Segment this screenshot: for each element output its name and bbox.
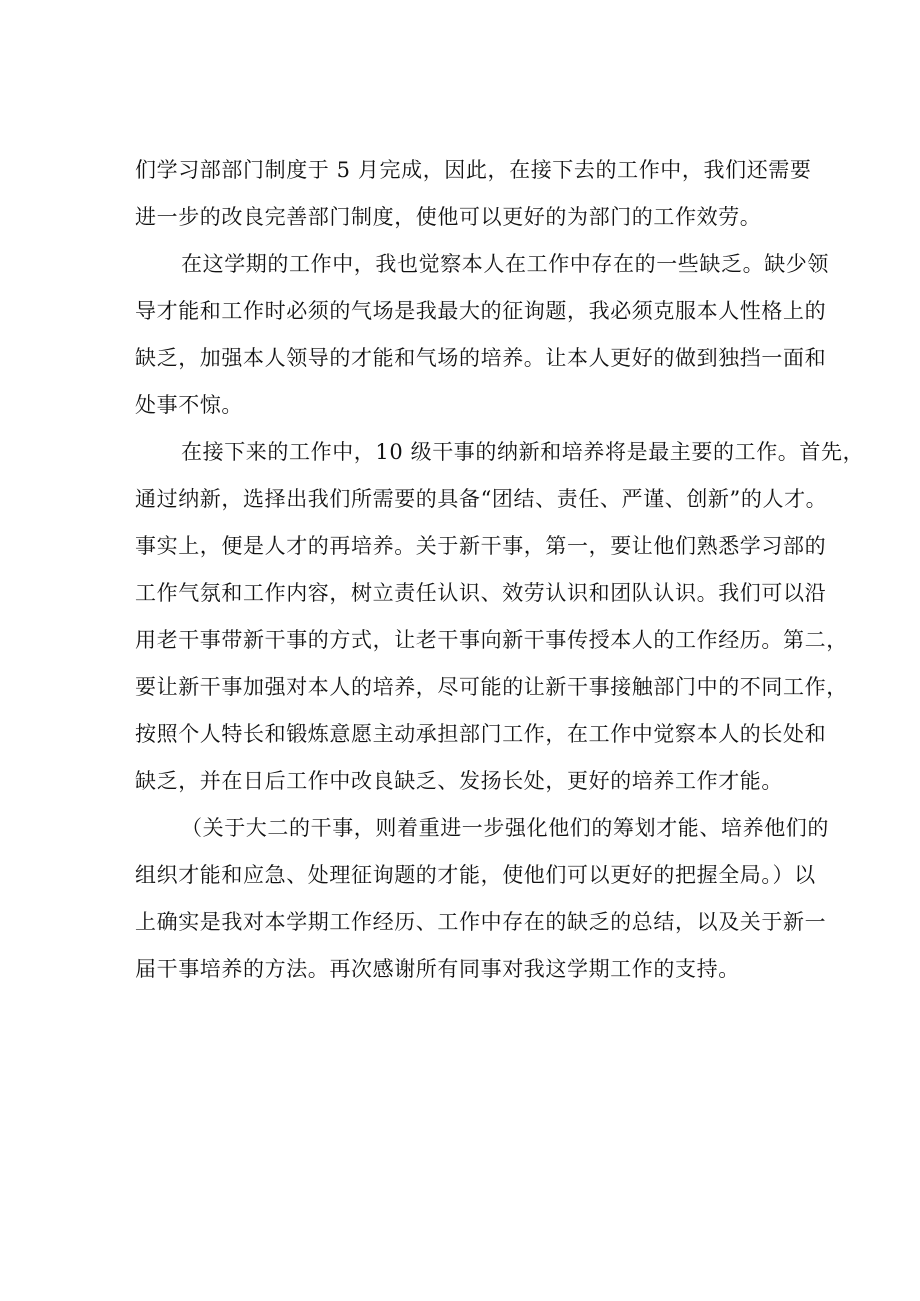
text-line: 按照个人特长和锻炼意愿主动承担部门工作，在工作中觉察本人的长处和 xyxy=(135,722,827,746)
text-line: 缺乏，加强本人领导的才能和气场的培养。让本人更好的做到独挡一面和 xyxy=(135,346,827,370)
text-line: 事实上，便是人才的再培养。关于新干事，第一，要让他们熟悉学习部的 xyxy=(135,534,827,558)
text-line: （关于大二的干事，则着重进一步强化他们的筹划才能、培养他们的 xyxy=(181,816,829,840)
text-line: 上确实是我对本学期工作经历、工作中存在的缺乏的总结，以及关于新一 xyxy=(135,910,827,934)
text-line: 在接下来的工作中，10 级干事的纳新和培养将是最主要的工作。首先， xyxy=(181,440,865,464)
text-line: 处事不惊。 xyxy=(135,393,243,417)
text-line: 导才能和工作时必须的气场是我最大的征询题，我必须克服本人性格上的 xyxy=(135,299,827,323)
text-line: 要让新干事加强对本人的培养，尽可能的让新干事接触部门中的不同工作， xyxy=(135,675,848,699)
text-line: 用老干事带新干事的方式，让老干事向新干事传授本人的工作经历。第二， xyxy=(135,628,848,652)
text-line: 缺乏，并在日后工作中改良缺乏、发扬长处，更好的培养工作才能。 xyxy=(135,769,783,793)
text-line: 组织才能和应急、处理征询题的才能，使他们可以更好的把握全局。）以 xyxy=(135,863,816,887)
text-line: 届干事培养的方法。再次感谢所有同事对我这学期工作的支持。 xyxy=(135,957,740,981)
text-line: 在这学期的工作中，我也觉察本人在工作中存在的一些缺乏。缺少领 xyxy=(181,252,829,276)
text-line: 们学习部部门制度于 5 月完成，因此，在接下去的工作中，我们还需要 xyxy=(135,158,812,182)
text-line: 进一步的改良完善部门制度，使他可以更好的为部门的工作效劳。 xyxy=(135,205,762,229)
text-line: 工作气氛和工作内容，树立责任认识、效劳认识和团队认识。我们可以沿 xyxy=(135,581,827,605)
text-line: 通过纳新，选择出我们所需要的具备“团结、责任、严谨、创新”的人才。 xyxy=(135,487,828,511)
